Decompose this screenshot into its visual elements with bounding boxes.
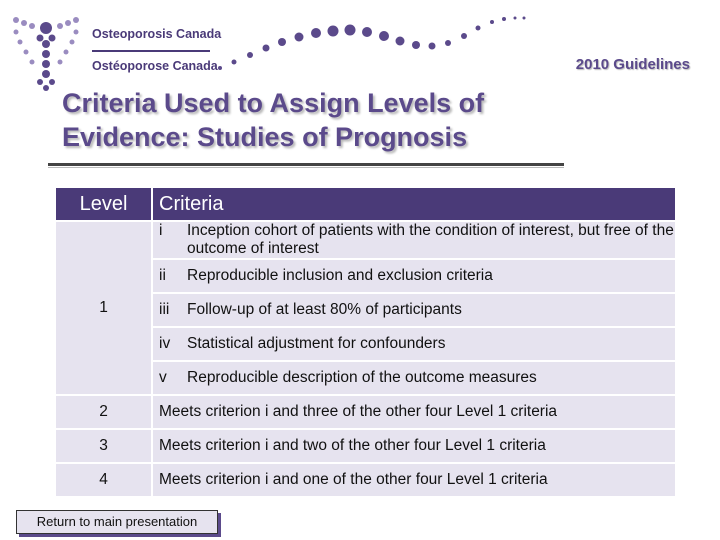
osteoporosis-canada-logo-icon [10,14,82,92]
column-header-criteria: Criteria [153,188,675,220]
table-row [56,222,675,258]
criterion-text: Inception cohort of patients with the condition of interest, but free of the outcome of interest [187,222,674,257]
level-cell: 2 [56,396,151,428]
title-line-2: Evidence: Studies of Prognosis [62,122,468,152]
table-header-row [56,188,675,220]
column-header-level: Level [56,188,151,220]
return-to-main-presentation-button[interactable]: Return to main presentation [16,510,218,534]
guidelines-label: 2010 Guidelines [575,56,690,73]
criterion-text: Follow-up of at least 80% of participants [187,301,462,318]
decorative-dot-arc [210,10,530,80]
level-cell: 3 [56,430,151,462]
level-cell: 1 [56,222,151,394]
criterion-text: Statistical adjustment for confounders [187,335,446,352]
page-title [62,86,582,154]
criterion-number: ii [159,267,166,284]
criteria-cell [153,222,675,258]
criteria-cell [153,362,675,394]
table-row [56,430,675,462]
org-name-french: Ostéoporose Canada [92,59,218,73]
criterion-number: v [159,369,167,386]
criteria-cell: Meets criterion i and three of the other four Level 1 criteria [153,396,675,428]
criterion-text: Reproducible inclusion and exclusion criteria [187,267,493,284]
title-underline-shadow [48,167,564,168]
level-cell: 4 [56,464,151,496]
criteria-cell: Meets criterion i and one of the other four Level 1 criteria [153,464,675,496]
criteria-cell [153,294,675,326]
title-underline [48,163,564,166]
org-name-english: Osteoporosis Canada [92,27,222,41]
table-row [56,396,675,428]
evidence-levels-table [54,186,677,498]
criterion-text: Reproducible description of the outcome measures [187,369,537,386]
criterion-number: i [159,222,163,239]
criteria-cell: Meets criterion i and two of the other four Level 1 criteria [153,430,675,462]
title-line-1: Criteria Used to Assign Levels of [62,88,485,118]
criteria-cell [153,328,675,360]
criteria-cell [153,260,675,292]
table-row [56,464,675,496]
criterion-number: iv [159,335,171,352]
criterion-number: iii [159,301,170,318]
org-name-divider [92,50,210,52]
